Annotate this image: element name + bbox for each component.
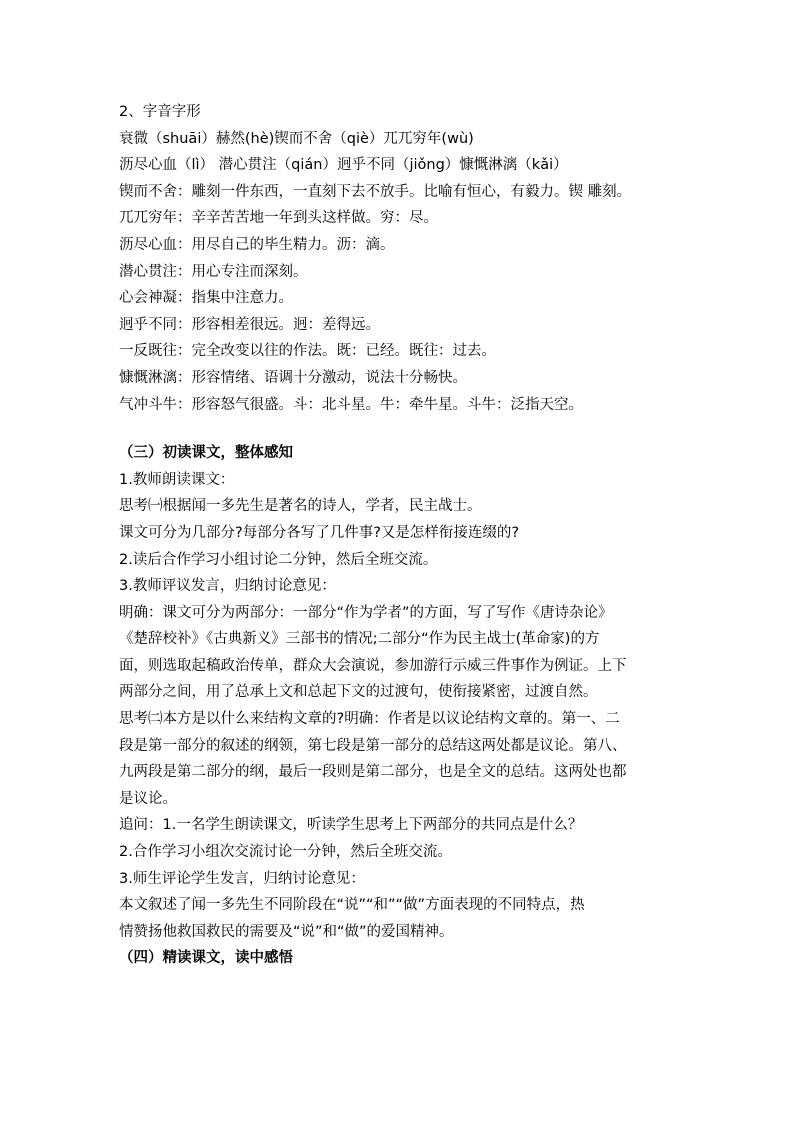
section-title-pronunciation: 2、字音字形 <box>119 104 201 120</box>
text-line: 迥乎不同：形容相差很远。迥：差得远。 <box>119 316 380 333</box>
text-line: 3.师生评论学生发言，归纳讨论意见： <box>119 870 365 887</box>
text-line: 课文可分为几部分?每部分各写了几件事?又是怎样衔接连缀的? <box>119 524 520 541</box>
text-line: 《楚辞校补》《古典新义》三部书的情况;二部分“作为民主战士(革命家)的方 <box>119 631 600 648</box>
text-line: 1.教师朗读课文： <box>119 471 235 488</box>
text-line: 慷慨淋漓：形容情绪、语调十分激动，说法十分畅快。 <box>119 369 467 386</box>
text-line: 气冲斗牛：形容怒气很盛。斗：北斗星。牛：牵牛星。斗牛：泛指天空。 <box>119 396 583 413</box>
text-line: 潜心贯注：用心专注而深刻。 <box>119 263 308 280</box>
text-line: 面，则选取起稿政治传单，群众大会演说，参加游行示威三件事作为例证。上下 <box>119 657 627 674</box>
text-line: 段是第一部分的叙述的纲领，第七段是第一部分的总结这两处都是议论。第八、 <box>119 737 627 754</box>
text-line: 锲而不舍：雕刻一件东西，一直刻下去不放手。比喻有恒心，有毅力。锲 雕刻。 <box>119 183 632 200</box>
text-line: 本文叙述了闻一多先生不同阶段在“说”“和”“做”方面表现的不同特点，热 <box>119 897 585 914</box>
text-line: 2.合作学习小组次交流讨论一分钟，然后全班交流。 <box>119 844 452 861</box>
section-heading-first-reading: （三）初读课文，整体感知 <box>119 445 293 462</box>
text-line: 两部分之间，用了总承上文和总起下文的过渡句，使衔接紧密，过渡自然。 <box>119 684 598 701</box>
text-line: 沥尽心血（lì） 潜心贯注（qián）迥乎不同（jiǒng）慷慨淋漓（kǎi） <box>119 157 568 174</box>
text-line: 情赞扬他救国救民的需要及“说”和“做”的爱国精神。 <box>119 923 454 940</box>
text-line: 追问：1.一名学生朗读课文，听读学生思考上下两部分的共同点是什么？ <box>119 817 583 834</box>
section-gap <box>119 418 689 440</box>
text-line: 一反既往：完全改变以往的作法。既：已经。既往：过去。 <box>119 343 496 360</box>
text-line: 3.教师评议发言，归纳讨论意见： <box>119 578 336 595</box>
text-line: 心会神凝：指集中注意力。 <box>119 290 293 307</box>
document-page <box>119 99 689 972</box>
section-heading-close-reading: （四）精读课文，读中感悟 <box>119 950 293 967</box>
text-line: 是议论。 <box>119 790 177 807</box>
text-line: 2.读后合作学习小组讨论二分钟，然后全班交流。 <box>119 551 438 568</box>
text-line: 衰微（shuāi）赫然(hè)锲而不舍（qiè）兀兀穷年(wù) <box>119 130 474 147</box>
text-line: 兀兀穷年：辛辛苦苦地一年到头这样做。穷：尽。 <box>119 210 438 227</box>
text-line: 九两段是第二部分的纲，最后一段则是第二部分，也是全文的总结。这两处也都 <box>119 764 627 781</box>
text-line: 思考㈠根据闻一多先生是著名的诗人，学者，民主战士。 <box>119 498 482 515</box>
text-line: 思考㈡本方是以什么来结构文章的?明确：作者是以议论结构文章的。第一、二 <box>119 711 620 728</box>
text-line: 沥尽心血：用尽自己的毕生精力。沥：滴。 <box>119 236 395 253</box>
text-line: 明确：课文可分为两部分：一部分“作为学者”的方面，写了写作《唐诗杂论》 <box>119 604 613 621</box>
